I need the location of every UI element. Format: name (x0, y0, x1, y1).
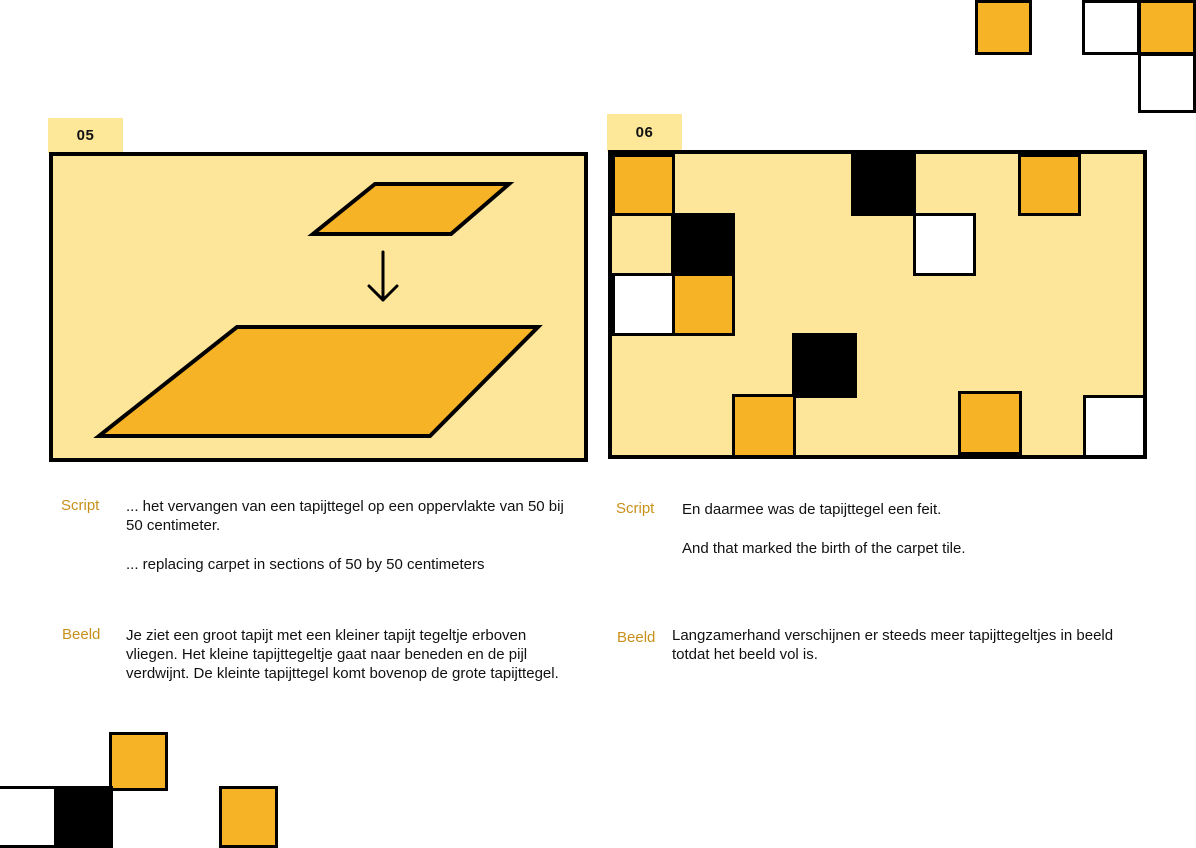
beeld-text: Je ziet een groot tapijt met een kleiner tapijt tegeltje erboven vliegen. Het kleine tapijttegeltje gaat naar beneden en de pijl verdwijnt. De kleinte tapijttegel komt bovenop de grote tapijttegel. (126, 627, 559, 682)
beeld-label: Beeld (62, 626, 101, 643)
carpet-tile (671, 213, 735, 276)
carpet-tile (612, 273, 675, 336)
storyboard-frame-06 (608, 150, 1147, 459)
script-text-en: ... replacing carpet in sections of 50 by 50 centimeters (126, 556, 485, 573)
beeld-label: Beeld (617, 629, 656, 646)
decorative-tile (0, 786, 57, 848)
carpet-tile (672, 273, 735, 336)
decorative-tile (1082, 0, 1140, 55)
storyboard-frame-05 (49, 152, 588, 462)
panel-number-tag: 06 (607, 114, 682, 151)
down-arrow-icon (369, 252, 397, 300)
script-text-nl: ... het vervangen van een tapijttegel op een oppervlakte van 50 bij 50 centimeter. (126, 498, 564, 534)
beeld-text: Langzamerhand verschijnen er steeds meer tapijttegeltjes in beeld totdat het beeld vol is. (672, 627, 1114, 663)
decorative-tile (55, 786, 113, 848)
script-text-en: And that marked the birth of the carpet tile. (682, 540, 966, 557)
carpet-tile (732, 394, 796, 459)
carpet-tile (612, 154, 675, 216)
script-label: Script (616, 500, 655, 517)
decorative-tile (109, 732, 168, 791)
carpet-tile (792, 333, 857, 398)
carpet-tile (1018, 154, 1081, 216)
carpet-tile (851, 151, 916, 216)
panel-number-tag: 05 (48, 118, 123, 153)
carpet-illustration (53, 156, 584, 458)
script-text-nl: En daarmee was de tapijttegel een feit. (682, 501, 942, 518)
decorative-tile (219, 786, 278, 848)
carpet-tile (958, 391, 1022, 455)
decorative-tile (1138, 53, 1196, 113)
small-carpet-tile (313, 184, 509, 234)
decorative-tile (975, 0, 1032, 55)
decorative-tile (1138, 0, 1196, 55)
script-label: Script (61, 497, 100, 514)
carpet-tile (1083, 395, 1147, 459)
carpet-tile (913, 213, 976, 276)
large-carpet (99, 327, 538, 436)
